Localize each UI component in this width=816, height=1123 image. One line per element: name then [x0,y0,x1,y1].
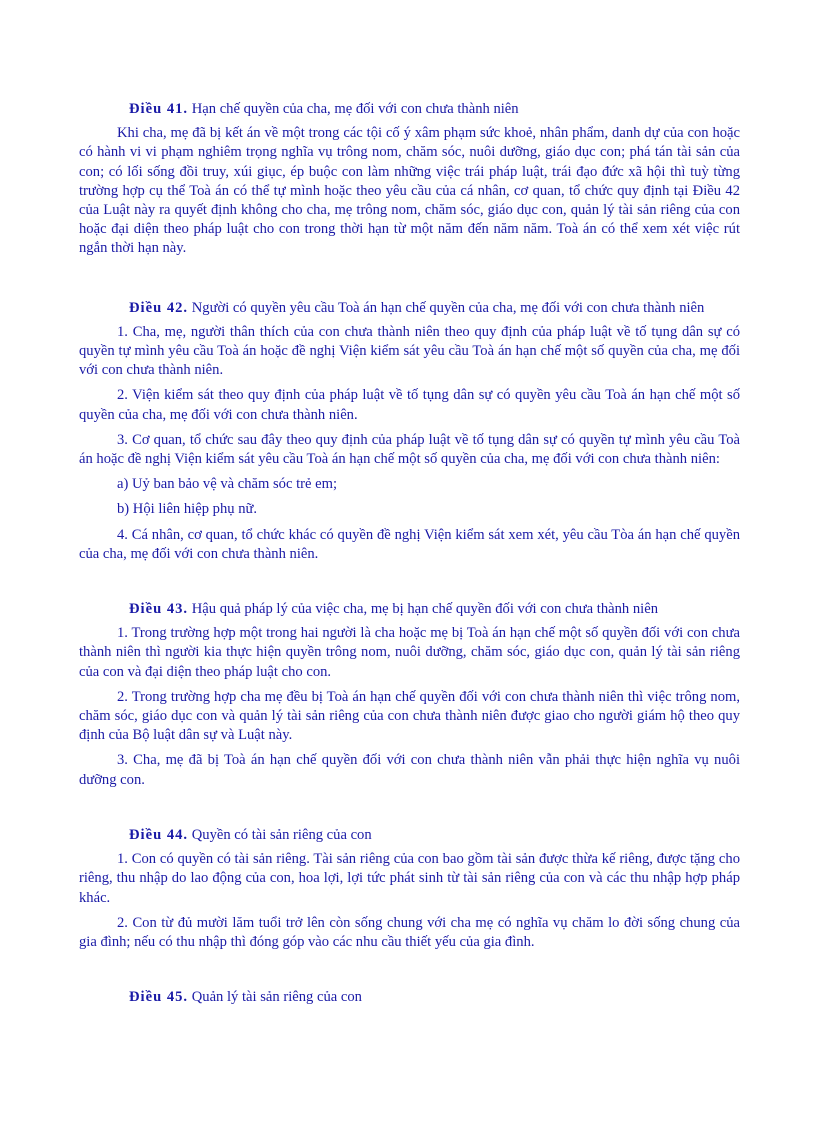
article-title: Người có quyền yêu cầu Toà án hạn chế quyền của cha, mẹ đối với con chưa thành niên [191,299,705,316]
article-title: Quyền có tài sản riêng của con [191,826,372,843]
article-43 [79,600,740,790]
article-heading [79,988,740,1007]
article-title: Hạn chế quyền của cha, mẹ đối với con chưa thành niên [191,101,519,117]
article-title: Hậu quả pháp lý của việc cha, mẹ bị hạn chế quyền đối với con chưa thành niên [191,601,658,618]
article-number: Điều 43. [129,601,189,618]
article-paragraph: a) Uỷ ban bảo vệ và chăm sóc trẻ em; [117,476,338,493]
document-page [79,100,740,1012]
article-heading [79,826,740,845]
article-paragraph: Khi cha, mẹ đã bị kết án về một trong các tội cố ý xâm phạm sức khoẻ, nhân phẩm, danh dự của con hoặc có hành vi vi phạm nghiêm trọng nghĩa vụ trông nom, chăm sóc, nuôi dưỡng, giáo dục con; phá tán tài sản của con; có lối sống đồi truy, xúi giục, ép buộc con làm những việc trái pháp luật, trái đạo đức xã hội thì tuỳ từng trường hợp cụ thể Toà án có thể tự mình hoặc theo yêu cầu của cá nhân, cơ quan, tổ chức quy định tại Điều 42 của Luật này ra quyết định không cho cha, mẹ trông nom, chăm sóc, giáo dục con, quản lý tài sản riêng của con hoặc đại diện theo pháp luật cho con trong thời hạn từ một năm đến năm năm. Toà án có thể xem xét việc rút ngắn thời hạn này. [79,125,740,257]
article-number: Điều 42. [129,299,189,316]
article-paragraph: 2. Trong trường hợp cha mẹ đều bị Toà án hạn chế quyền đối với con chưa thành niên thì việc trông nom, chăm sóc, giáo dục con và quản lý tài sản riêng của con chưa thành niên được giao cho người giám hộ theo quy định của Bộ luật dân sự và Luật này. [79,688,740,744]
article-number: Điều 41. [129,101,189,117]
article-paragraph: 1. Trong trường hợp một trong hai người là cha hoặc mẹ bị Toà án hạn chế một số quyền đối với con chưa thành niên thì người kia thực hiện quyền trông nom, nuôi dưỡng, chăm sóc, giáo dục con, quản lý tài sản riêng của con và đại diện theo pháp luật cho con. [79,625,740,680]
article-number: Điều 44. [129,826,189,843]
article-title: Quản lý tài sản riêng của con [191,989,362,1006]
article-44 [79,826,740,952]
article-paragraph: 3. Cha, mẹ đã bị Toà án hạn chế quyền đối với con chưa thành niên vẫn phải thực hiện nghĩa vụ nuôi dưỡng con. [79,752,740,788]
article-paragraph: 2. Con từ đủ mười lăm tuổi trở lên còn sống chung với cha mẹ có nghĩa vụ chăm lo đời sống chung của gia đình; nếu có thu nhập thì đóng góp vào các nhu cầu thiết yếu của gia đình. [79,914,740,950]
article-heading [79,299,740,318]
article-paragraph: b) Hội liên hiệp phụ nữ. [117,501,258,518]
article-45 [79,988,740,1007]
article-paragraph: 1. Cha, mẹ, người thân thích của con chưa thành niên theo quy định của pháp luật về tố tụng dân sự có quyền tự mình yêu cầu Toà án hoặc đề nghị Viện kiểm sát yêu cầu Toà án hạn chế một số quyền của cha, mẹ đối với con chưa thành niên. [79,323,740,379]
article-paragraph: 3. Cơ quan, tổ chức sau đây theo quy định của pháp luật về tố tụng dân sự có quyền tự mình yêu cầu Toà án hoặc đề nghị Viện kiểm sát yêu cầu Toà án hạn chế một số quyền của cha, mẹ đối với con chưa thành niên: [79,431,740,468]
article-paragraph: 1. Con có quyền có tài sản riêng. Tài sản riêng của con bao gồm tài sản được thừa kế riêng, được tặng cho riêng, thu nhập do lao động của con, hoa lợi, lợi tức phát sinh từ tài sản riêng của con và các thu nhập hợp pháp khác. [79,851,740,906]
article-number: Điều 45. [129,989,189,1006]
article-42 [79,299,740,564]
article-41 [79,100,740,259]
article-heading [79,600,740,619]
article-heading [79,100,740,119]
article-paragraph: 4. Cá nhân, cơ quan, tổ chức khác có quyền đề nghị Viện kiểm sát xem xét, yêu cầu Tòa án hạn chế quyền của cha, mẹ đối với con chưa thành niên. [79,526,740,562]
article-paragraph: 2. Viện kiểm sát theo quy định của pháp luật về tố tụng dân sự có quyền yêu cầu Toà án hạn chế một số quyền của cha, mẹ đối với con chưa thành niên. [79,387,740,423]
